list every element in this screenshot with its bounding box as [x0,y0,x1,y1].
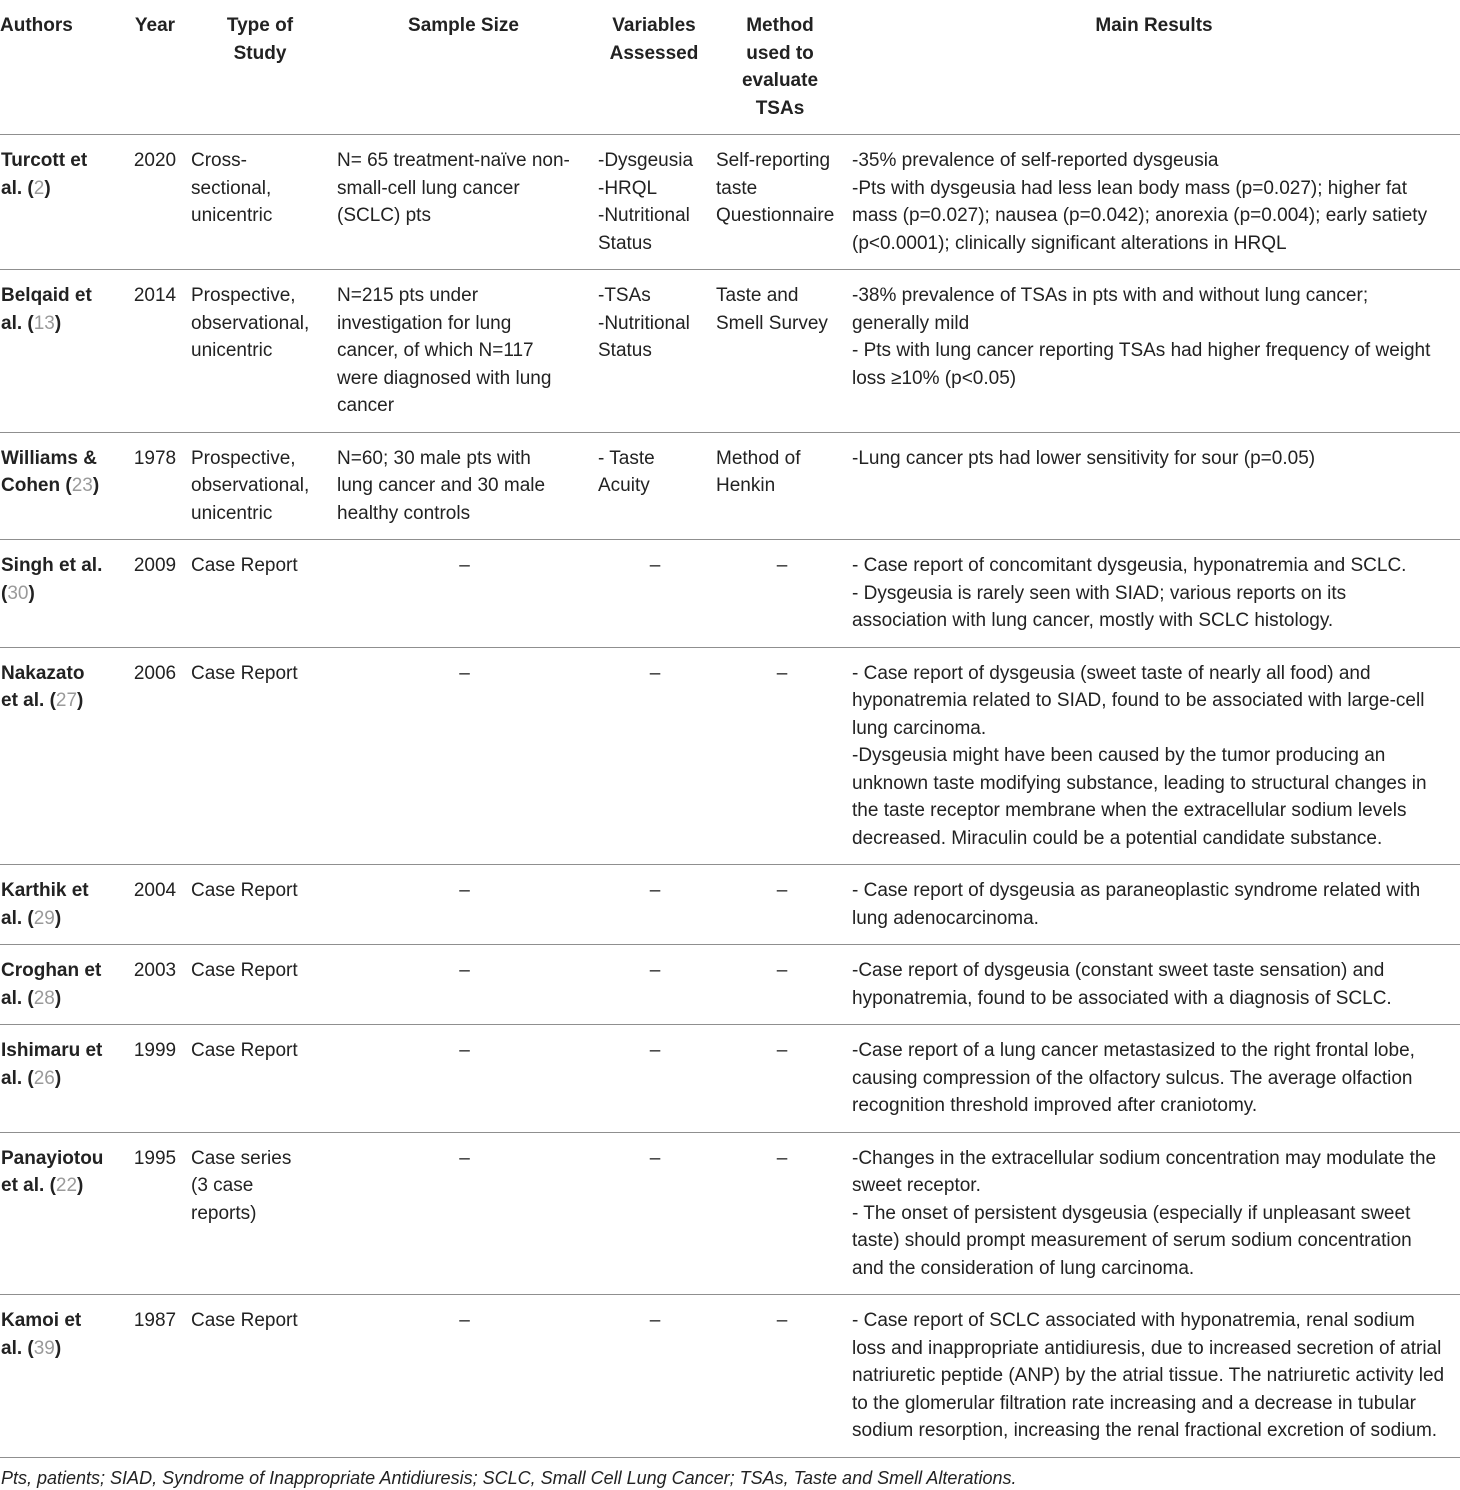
cell-variables-assessed [596,1132,712,1295]
author-name-text: al. ( [1,1337,34,1359]
author-name-line [1,1335,121,1363]
cell-line: Case Report [191,555,298,576]
author-name-line [1,580,121,608]
table-row [0,432,1460,540]
cell-line: unicentric [191,205,273,226]
cell-year: 1995 [121,1132,189,1295]
cell-line: loss ≥10% (p<0.05) [852,367,1017,389]
cell-year: 1999 [121,1025,189,1133]
cell-line: N=215 pts under [337,285,479,306]
author-name-line: Belqaid et [1,285,92,306]
cell-variables-assessed [596,945,712,1025]
cell-authors [0,540,121,648]
cell-line: were diagnosed with lung [337,367,552,389]
cell-line: recognition threshold improved after craniotomy. [852,1095,1258,1116]
cell-variables-assessed [596,865,712,945]
cell-type-of-study [189,647,331,865]
cell-line: - Taste [598,447,655,469]
cell-line: unicentric [191,502,273,524]
author-name-line [1,472,121,500]
cell-line: lung adenocarcinoma. [852,907,1039,929]
reference-link[interactable]: 30 [7,582,29,604]
author-name-line: Williams & [1,447,97,469]
author-ref-close: ) [54,1337,62,1359]
cell-line: loss and inappropriate antidiuresis, due to increased secretion of atrial [852,1337,1442,1359]
cell-line: - Case report of SCLC associated with hyponatremia, renal sodium [852,1310,1415,1331]
cell-authors [0,1295,121,1458]
cell-type-of-study [189,865,331,945]
cell-line: observational, [191,312,310,334]
cell-line: lung cancer and 30 male [337,475,546,496]
cell-line: causing compression of the olfactory sulcus. The average olfaction [852,1067,1413,1089]
cell-line: -HRQL [598,177,658,199]
author-name-line: Karthik et [1,880,89,901]
author-name-text: et al. ( [1,690,56,711]
table-row [0,540,1460,648]
cell-line: -Lung cancer pts had lower sensitivity for sour (p=0.05) [852,447,1316,469]
cell-line: Acuity [598,475,650,496]
cell-variables-assessed [596,540,712,648]
cell-line: (3 case [191,1175,254,1196]
header-authors: Authors [0,0,121,135]
empty-dash: – [649,555,661,576]
cell-line: - Case report of dysgeusia (sweet taste of nearly all food) and [852,662,1371,684]
cell-line: (p<0.0001); clinically significant alterations in HRQL [852,232,1287,254]
cell-line: mass (p=0.027); nausea (p=0.042); anorexia (p=0.004); early satiety [852,205,1428,226]
cell-line: -Case report of a lung cancer metastasized to the right frontal lobe, [852,1040,1415,1061]
cell-variables-assessed [596,647,712,865]
cell-type-of-study [189,945,331,1025]
header-main-results: Main Results [848,0,1460,135]
table-row [0,1295,1460,1458]
cell-method [712,865,848,945]
cell-line: Case series [191,1147,292,1169]
cell-line: Status [598,232,652,254]
cell-line: natriuretic peptide (ANP) by the atrial tissue. The natriuretic activity led [852,1365,1445,1386]
author-name-text: ( [1,582,8,604]
cell-year: 2020 [121,135,189,270]
cell-line: Case Report [191,960,298,981]
cell-type-of-study [189,135,331,270]
author-name-line [1,687,121,715]
cell-line: -35% prevalence of self-reported dysgeusia [852,150,1219,171]
cell-method [712,1132,848,1295]
cell-sample-size [331,1025,596,1133]
table-footnote: Pts, patients; SIAD, Syndrome of Inappropriate Antidiuresis; SCLC, Small Cell Lung Cancer; TSAs, Taste and Smell Alterations. [1,1467,1017,1488]
author-name-line [1,985,121,1013]
empty-dash: – [776,555,788,576]
reference-link[interactable]: 22 [55,1175,78,1196]
empty-dash: – [649,1147,661,1169]
empty-dash: – [459,880,470,901]
author-ref-close: ) [77,690,84,711]
cell-line: -38% prevalence of TSAs in pts with and without lung cancer; [852,285,1369,306]
cell-variables-assessed [596,1295,712,1458]
cell-line: cancer, of which N=117 [337,340,534,361]
cell-sample-size [331,945,596,1025]
cell-line: Method of [716,447,801,469]
cell-authors [0,270,121,433]
cell-line: -Nutritional [598,205,690,226]
author-ref-close: ) [77,1175,84,1196]
cell-authors [0,647,121,865]
cell-line: - Pts with lung cancer reporting TSAs had higher frequency of weight [852,340,1431,361]
author-ref-close: ) [28,582,35,604]
table-row [0,1132,1460,1295]
author-name-line: Turcott et [1,150,88,171]
cell-year: 2014 [121,270,189,433]
cell-main-results [848,135,1460,270]
cell-sample-size [331,270,596,433]
cell-line: Taste and [716,285,799,306]
empty-dash: – [776,1040,788,1061]
empty-dash: – [776,960,788,981]
author-name-text: al. ( [1,1067,34,1089]
table-row [0,135,1460,270]
cell-line: -Changes in the extracellular sodium concentration may modulate the [852,1147,1437,1169]
cell-variables-assessed [596,270,712,433]
cell-sample-size [331,865,596,945]
cell-line: association with lung cancer, mostly with SCLC histology. [852,610,1334,631]
cell-line: Cross- [191,150,247,171]
cell-line: Case Report [191,1040,298,1061]
author-name-line [1,175,121,203]
author-name-line: Kamoi et [1,1310,82,1331]
cell-method [712,432,848,540]
cell-line: -Nutritional [598,312,690,334]
cell-type-of-study [189,432,331,540]
reference-link[interactable]: 26 [33,1067,55,1089]
cell-main-results [848,945,1460,1025]
cell-line: -Dysgeusia [598,150,694,171]
cell-authors [0,945,121,1025]
empty-dash: – [649,1040,661,1061]
author-ref-close: ) [44,177,51,199]
author-name-line [1,310,121,338]
cell-method [712,270,848,433]
author-ref-close: ) [54,312,62,334]
cell-year: 2003 [121,945,189,1025]
cell-line: cancer [337,395,395,416]
cell-main-results [848,270,1460,433]
cell-line: -Case report of dysgeusia (constant sweet taste sensation) and [852,960,1385,981]
cell-line: the taste receptor membrane when the extracellular sodium levels [852,800,1407,821]
cell-line: observational, [191,475,310,496]
empty-dash: – [649,960,661,981]
cell-authors [0,135,121,270]
cell-line: N= 65 treatment-naïve non- [337,150,570,171]
cell-line: Smell Survey [716,312,828,334]
cell-sample-size [331,135,596,270]
author-name-line [1,905,121,933]
empty-dash: – [649,1310,661,1331]
table-row [0,1025,1460,1133]
cell-type-of-study [189,270,331,433]
empty-dash: – [459,1310,470,1331]
reference-link[interactable]: 29 [33,907,55,929]
header-variables: Variables Assessed [596,0,712,135]
cell-main-results [848,865,1460,945]
cell-sample-size [331,432,596,540]
empty-dash: – [459,960,470,981]
cell-method [712,1295,848,1458]
cell-line: unknown taste modifying substance, leading to structural changes in [852,772,1427,794]
author-name-line [1,1172,121,1200]
cell-sample-size [331,1295,596,1458]
cell-authors [0,432,121,540]
cell-line: - Case report of dysgeusia as paraneoplastic syndrome related with [852,880,1421,901]
cell-line: Case Report [191,880,298,901]
cell-year: 2006 [121,647,189,865]
empty-dash: – [459,555,470,576]
empty-dash: – [459,662,470,684]
cell-main-results [848,540,1460,648]
cell-line: Prospective, [191,285,296,306]
cell-line: sweet receptor. [852,1175,981,1196]
cell-method [712,135,848,270]
cell-line: decreased. Miraculin could be a potential candidate substance. [852,827,1383,849]
cell-line: taste [716,177,758,199]
author-name-line: Panayiotou [1,1147,104,1169]
cell-line: Questionnaire [716,205,835,226]
author-name-line: Nakazato [1,662,85,684]
cell-main-results [848,647,1460,865]
cell-line: Self-reporting [716,150,831,171]
cell-line: lung carcinoma. [852,717,987,739]
cell-sample-size [331,1132,596,1295]
cell-variables-assessed [596,432,712,540]
cell-line: taste) should prompt measurement of serum sodium concentration [852,1230,1412,1251]
cell-authors [0,1132,121,1295]
cell-year: 1987 [121,1295,189,1458]
cell-type-of-study [189,540,331,648]
empty-dash: – [459,1040,470,1061]
author-ref-close: ) [54,987,62,1009]
table-body [0,135,1460,1458]
author-name-text: al. ( [1,177,34,199]
header-type: Type of Study [189,0,331,135]
author-ref-close: ) [54,907,62,929]
cell-line: -Pts with dysgeusia had less lean body mass (p=0.027); higher fat [852,177,1407,199]
empty-dash: – [776,1310,788,1331]
cell-line: small-cell lung cancer [337,177,520,199]
cell-line: Prospective, [191,447,296,469]
author-name-text: al. ( [1,907,34,929]
empty-dash: – [776,662,788,684]
cell-line: -TSAs [598,285,651,306]
cell-method [712,1025,848,1133]
cell-line: to the glomerular filtration rate increasing and a decrease in tubular [852,1392,1416,1414]
empty-dash: – [459,1147,470,1169]
cell-line: hyponatremia, found to be associated with a diagnosis of SCLC. [852,987,1392,1009]
empty-dash: – [776,880,788,901]
empty-dash: – [649,880,661,901]
author-ref-close: ) [54,1067,62,1089]
reference-link[interactable]: 13 [33,312,55,334]
author-name-line: Singh et al. [1,555,103,576]
author-name-text: et al. ( [1,1175,56,1196]
cell-type-of-study [189,1025,331,1133]
table-row [0,270,1460,433]
cell-line: Henkin [716,475,776,496]
cell-authors [0,865,121,945]
cell-type-of-study [189,1295,331,1458]
cell-line: - Case report of concomitant dysgeusia, hyponatremia and SCLC. [852,555,1407,576]
cell-sample-size [331,647,596,865]
cell-line: sodium resorption, increasing the renal fractional excretion of sodium. [852,1420,1438,1441]
cell-line: N=60; 30 male pts with [337,447,531,469]
author-name-text: al. ( [1,987,34,1009]
header-sample-size: Sample Size [331,0,596,135]
author-ref-close: ) [92,475,100,496]
cell-line: -Dysgeusia might have been caused by the tumor producing an [852,745,1386,766]
cell-method [712,945,848,1025]
cell-method [712,647,848,865]
author-name-line: Ishimaru et [1,1040,103,1061]
cell-method [712,540,848,648]
cell-year: 2004 [121,865,189,945]
reference-link[interactable]: 28 [33,987,55,1009]
cell-line: - Dysgeusia is rarely seen with SIAD; various reports on its [852,582,1347,604]
cell-variables-assessed [596,1025,712,1133]
empty-dash: – [776,1147,788,1169]
cell-line: Case Report [191,1310,298,1331]
cell-line: reports) [191,1202,257,1224]
cell-year: 2009 [121,540,189,648]
cell-type-of-study [189,1132,331,1295]
cell-main-results [848,432,1460,540]
cell-line: unicentric [191,340,273,361]
cell-line: Case Report [191,662,298,684]
empty-dash: – [649,662,661,684]
cell-line: Status [598,340,652,361]
cell-variables-assessed [596,135,712,270]
cell-line: generally mild [852,312,970,334]
table-row [0,865,1460,945]
cell-line: - The onset of persistent dysgeusia (especially if unpleasant sweet [852,1202,1411,1224]
cell-sample-size [331,540,596,648]
header-year: Year [121,0,189,135]
cell-main-results [848,1132,1460,1295]
cell-line: investigation for lung [337,312,512,334]
cell-authors [0,1025,121,1133]
author-name-line [1,1065,121,1093]
reference-link[interactable]: 27 [55,690,78,711]
cell-line: healthy controls [337,502,471,524]
cell-main-results [848,1295,1460,1458]
reference-link[interactable]: 2 [33,177,45,199]
header-row [0,0,1460,135]
author-name-line: Croghan et [1,960,102,981]
cell-line: hyponatremia related to SIAD, found to be associated with large-cell [852,690,1425,711]
reference-link[interactable]: 23 [71,475,93,496]
cell-line: sectional, [191,177,272,199]
author-name-text: Cohen ( [1,475,72,496]
reference-link[interactable]: 39 [33,1337,55,1359]
table-row [0,945,1460,1025]
cell-line: (SCLC) pts [337,205,431,226]
header-method: Method used to evaluate TSAs [712,0,848,135]
cell-main-results [848,1025,1460,1133]
author-name-text: al. ( [1,312,34,334]
cell-line: and the consideration of lung carcinoma. [852,1257,1195,1279]
cell-year: 1978 [121,432,189,540]
table-row [0,647,1460,865]
